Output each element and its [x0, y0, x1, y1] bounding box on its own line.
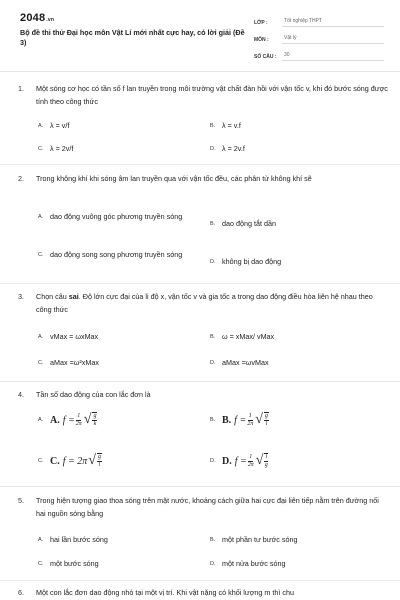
question-4	[18, 388, 388, 403]
option-d[interactable]: D. không bị dao động	[210, 257, 282, 266]
question-number: 3.	[18, 292, 24, 301]
question-number: 2.	[18, 174, 24, 183]
page-title: Bộ đề thi thử Đại học môn Vật Lí mới nhất cực hay, có lời giải (Đề 3)	[20, 28, 245, 47]
option-b[interactable]: B. ω = xMax/ vMax	[210, 332, 275, 341]
question-text: Một con lắc đơn dao động nhỏ tại một vị trí. Khi vật nặng có khối lượng m thì chu	[36, 588, 294, 597]
option-a[interactable]: A. A. f = $\frac{1}{2\pi}$ √ $\frac{g}{k}$	[38, 412, 97, 427]
option-a[interactable]: A. λ = v/f	[38, 121, 70, 130]
option-b[interactable]: B. một phần tư bước sóng	[210, 535, 298, 544]
meta-class: LỚP : Tốt nghiệp THPT	[254, 14, 384, 31]
question-number: 6.	[18, 588, 24, 597]
question-divider	[0, 283, 400, 284]
formula: C. f = 2π √ $\frac{g}{l}$	[50, 453, 101, 468]
header-divider	[0, 71, 400, 72]
formula: A. f = $\frac{1}{2\pi}$ √ $\frac{g}{k}$	[50, 412, 97, 427]
question-2	[18, 172, 388, 202]
question-number: 4.	[18, 390, 24, 399]
header	[0, 0, 400, 66]
question-text: Tần số dao động của con lắc đơn là	[36, 390, 151, 399]
meta-question-count: SỐ CÂU : 30	[254, 48, 384, 65]
formula: D. f = $\frac{1}{2\pi}$ √ $\frac{l}{g}$	[222, 453, 268, 468]
question-divider	[0, 381, 400, 382]
option-b[interactable]: B. dao động tắt dần	[210, 219, 276, 228]
question-6	[18, 586, 388, 600]
option-c[interactable]: C. λ = 2v/f	[38, 144, 74, 153]
option-c[interactable]: C. một bước sóng	[38, 559, 99, 568]
question-1	[18, 82, 388, 112]
option-b[interactable]: B. λ = v.f	[210, 121, 241, 130]
option-a[interactable]: A. hai lần bước sóng	[38, 535, 108, 544]
option-d[interactable]: D. aMax =ωvMax	[210, 358, 269, 367]
exam-meta	[254, 14, 384, 65]
option-c[interactable]: C. dao động song song phương truyền sóng	[38, 250, 183, 259]
question-3	[18, 290, 388, 320]
question-text: Chọn câu sai. Độ lớn cực đại của li độ x, vận tốc v và gia tốc a trong dao động điều hòa liên hệ nhau theo công thức	[36, 292, 373, 314]
site-logo[interactable]: 2048.vn	[20, 12, 55, 24]
option-a[interactable]: A. vMax = ωxMax	[38, 332, 99, 341]
formula: B. f = $\frac{1}{2\pi}$ √ $\frac{g}{l}$	[222, 412, 268, 427]
question-text: Trong không khí khi sóng âm lan truyền qua với vận tốc đều, các phân tử không khí sẽ	[36, 174, 312, 183]
option-d[interactable]: D. D. f = $\frac{1}{2\pi}$ √ $\frac{l}{g}$	[210, 453, 268, 468]
option-c[interactable]: C. aMax =ω²xMax	[38, 358, 99, 367]
question-divider	[0, 580, 400, 581]
question-divider	[0, 164, 400, 165]
question-text: Một sóng cơ học có tần số f lan truyền trong môi trường vật chất đàn hồi với vận tốc v, khi đó bước sóng được tính theo công thức	[36, 84, 388, 106]
question-number: 5.	[18, 496, 24, 505]
option-b[interactable]: B. B. f = $\frac{1}{2\pi}$ √ $\frac{g}{l}$	[210, 412, 268, 427]
meta-subject: MÔN : Vật lý	[254, 31, 384, 48]
question-divider	[0, 486, 400, 487]
question-text: Trong hiện tượng giao thoa sóng trên mặt nước, khoảng cách giữa hai cực đại liên tiếp nằm trên đường nối hai nguồn sóng bằng	[36, 496, 379, 518]
option-d[interactable]: D. λ = 2v.f	[210, 144, 245, 153]
option-a[interactable]: A. dao động vuông góc phương truyền sóng	[38, 212, 183, 221]
option-d[interactable]: D. một nửa bước sóng	[210, 559, 286, 568]
question-5	[18, 494, 388, 524]
question-number: 1.	[18, 84, 24, 93]
option-c[interactable]: C. C. f = 2π √ $\frac{g}{l}$	[38, 453, 101, 468]
